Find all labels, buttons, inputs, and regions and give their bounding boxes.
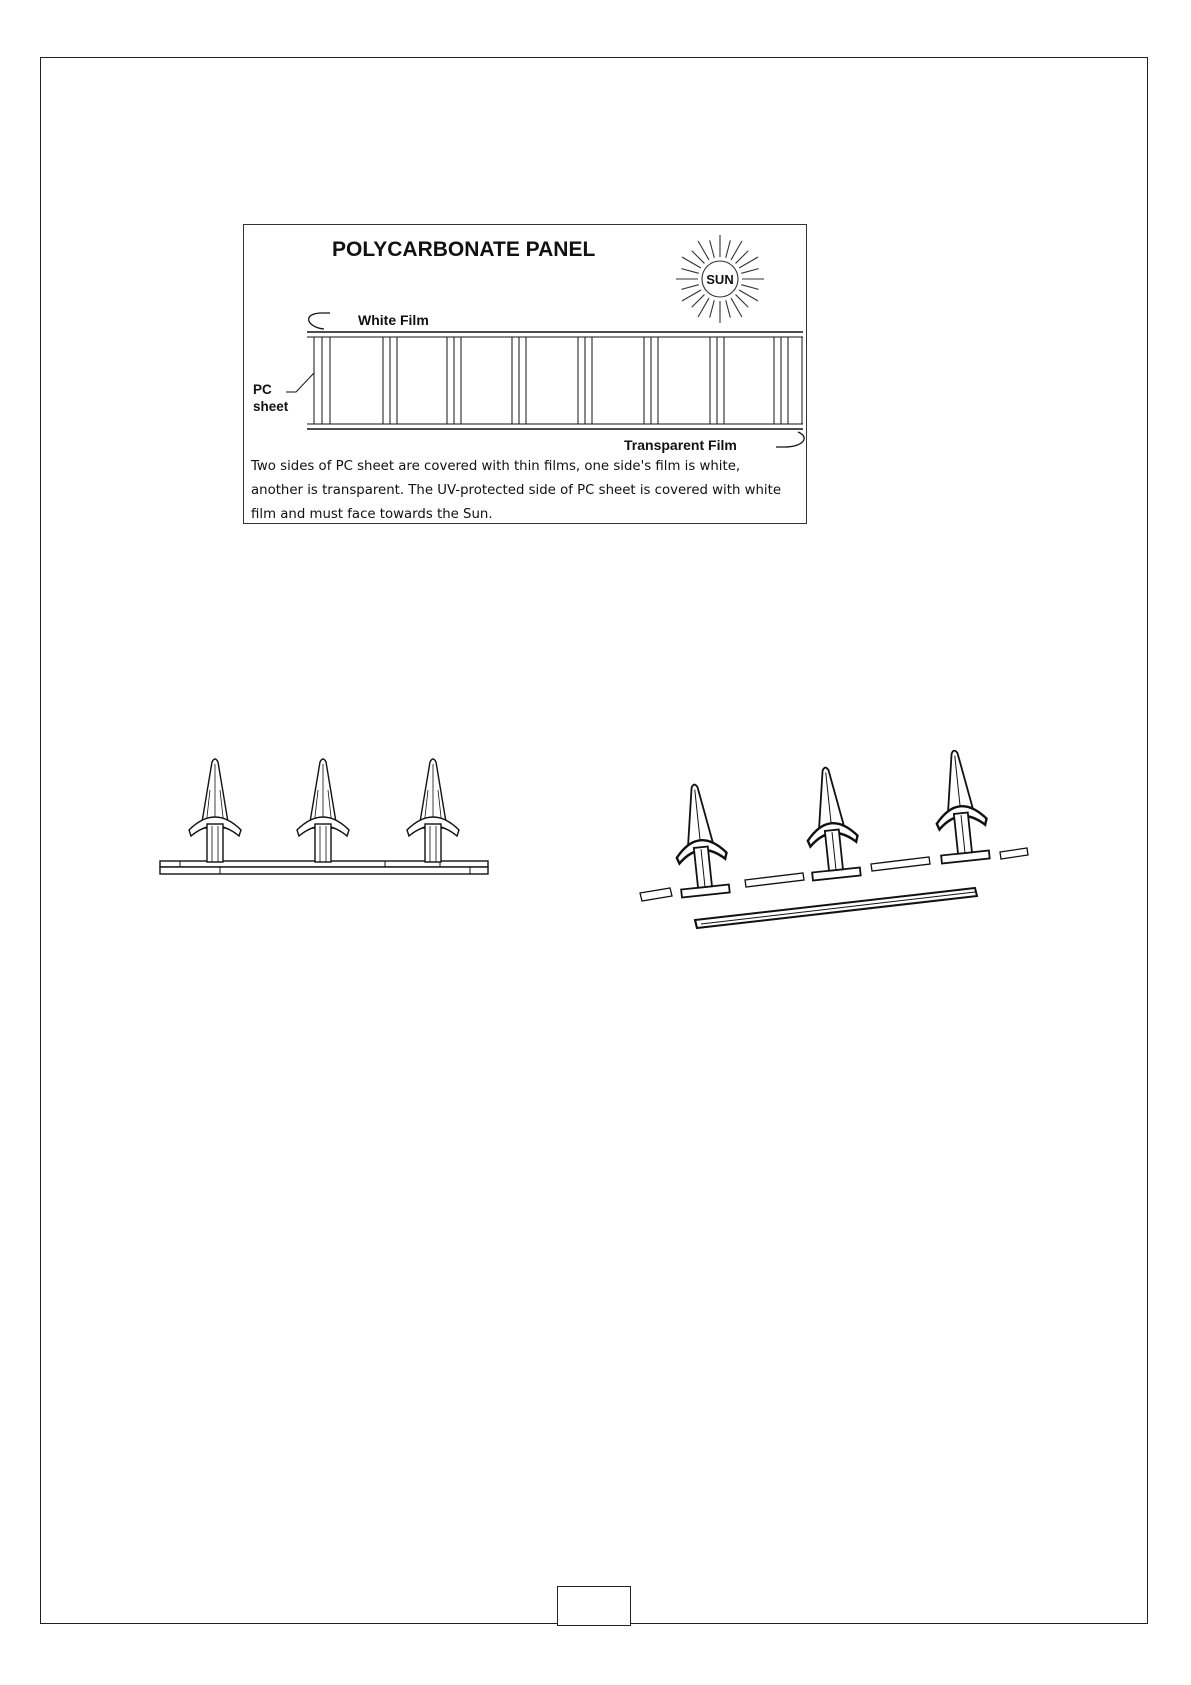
clip-strip-exploded-view [635, 750, 1035, 940]
panel-title: POLYCARBONATE PANEL [332, 238, 596, 261]
transparent-film-curl [776, 432, 804, 447]
front-clip-3 [407, 759, 459, 862]
pc-label-line1: PC [253, 382, 272, 397]
page-number-box [557, 1586, 631, 1626]
pc-sheet-body [307, 337, 803, 424]
clip-strip-front-view [150, 755, 500, 885]
sun-label: SUN [706, 272, 734, 287]
front-clip-2 [297, 759, 349, 862]
transparent-film-label: Transparent Film [624, 437, 737, 453]
white-film-label: White Film [358, 312, 429, 328]
pc-label-line2: sheet [253, 399, 289, 414]
exploded-clip-2 [800, 765, 861, 881]
panel-caption: Two sides of PC sheet are covered with thin films, one side's film is white, another is transparent. The UV-protected side of PC sheet is covered with white film and must face towards the Sun. [251, 459, 782, 522]
pc-label-leader [286, 373, 314, 392]
polycarbonate-panel-diagram [243, 224, 807, 524]
white-film-curl [309, 313, 330, 329]
exploded-clip-1 [669, 782, 730, 898]
front-clip-1 [189, 759, 241, 862]
exploded-clip-3 [929, 750, 990, 864]
